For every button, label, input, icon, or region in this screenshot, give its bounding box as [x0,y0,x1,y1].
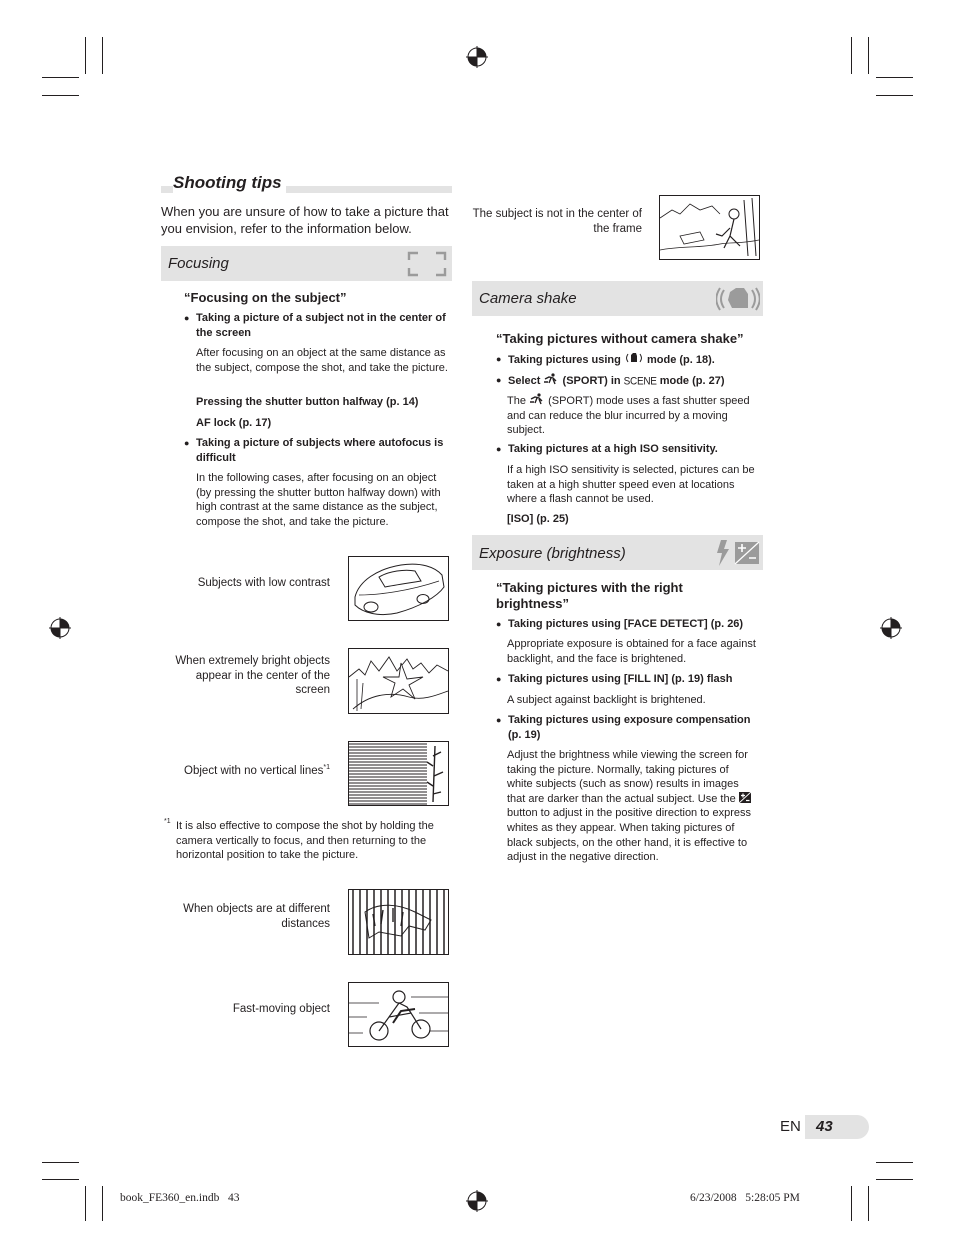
crop-mark [42,95,79,96]
crop-mark [85,37,86,74]
caption-fast-moving: Fast-moving object [232,1003,330,1015]
para-face-detect: Appropriate exposure is obtained for a face against backlight, and the face is brightened. [507,638,756,665]
section-title-focusing: Focusing [168,255,229,272]
ref-af-lock: AF lock (p. 17) [196,417,272,429]
para-fill-in: A subject against backlight is brightened. [507,694,706,706]
bullet-shake-mode [496,352,758,368]
shake-mode-icon [624,352,644,364]
caption-bright-objects: When extremely bright objects appear in the center of the screen [175,655,330,697]
footnote-ref: *1 [323,764,330,771]
crop-mark [851,1186,852,1221]
crop-mark [851,37,852,74]
page-number-tab [805,1115,869,1139]
bullet-exposure-comp: ● Taking pictures using exposure compensation (p. 19) [496,713,762,743]
page-lang: EN [780,1118,801,1135]
illustration-horizontal-lines [348,741,449,806]
sport-mode-icon [543,373,559,385]
caption-distances: When objects are at different distances [183,903,330,930]
sun-scene-icon [349,649,448,713]
crop-mark [876,77,913,78]
registration-target-icon [880,617,902,639]
section-title-exposure: Exposure (brightness) [479,545,626,562]
crop-mark [42,77,79,78]
illustration-tiger-bars [348,889,449,955]
bullet-select-sport-a: Select [508,375,541,387]
camera-shake-subheading: “Taking pictures without camera shake” [496,331,744,346]
registration-target-icon [466,46,488,68]
illustration-motorcycle [348,982,449,1047]
person-reading-icon [660,196,759,259]
para-sport-mode [507,393,759,438]
bullet-high-iso: ● Taking pictures at a high ISO sensitivity. [496,442,758,457]
illustration-person-sitting [659,195,760,260]
bullet-select-sport-b: (SPORT) in [562,375,621,387]
bullet-fill-in: ● Taking pictures using [FILL IN] (p. 19) flash [496,672,758,687]
motorcycle-icon [349,983,448,1046]
registration-target-icon [466,1190,488,1212]
sport-mode-icon [529,393,545,405]
crop-mark [102,37,103,74]
crop-mark [85,1186,86,1221]
bullet-shake-mode-b: mode (p. 18). [647,354,715,366]
caption-no-vertical-text: Object with no vertical lines [184,764,324,777]
caption-low-contrast: Subjects with low contrast [197,577,330,589]
bullet-face-detect: ● Taking pictures using [FACE DETECT] (p. 26) [496,617,758,632]
crop-mark [876,95,913,96]
footnote-text: It is also effective to compose the shot by holding the camera vertically to focus, and then returning to the horizontal position to take the picture. [176,820,434,862]
scene-mode-label: SCENE [623,375,657,388]
para-sport-mode-a: The [507,395,526,407]
horizontal-lines-icon [349,742,448,805]
af-frame-icon [407,251,447,277]
flash-exposure-icon [713,538,761,568]
crop-mark [102,1186,103,1221]
ref-iso: [ISO] (p. 25) [507,513,569,525]
bullet-select-sport [496,373,758,389]
para-exposure-comp-a: Adjust the brightness while viewing the screen for taking the picture. Normally, taking pictures of white subjects (such as snow) results in images that are darker than the actual subject. Use the [507,749,748,805]
illustration-bright [348,648,449,714]
crop-mark [876,1162,913,1163]
crop-mark [868,1186,869,1221]
para-sport-mode-b: (SPORT) mode uses a fast shutter speed and can reduce the blur incurred by a moving subject. [507,395,750,437]
illustration-car [348,556,449,621]
para-exposure-comp-b: button to adjust in the positive direction to express whites as they appear. When taking pictures of black subjects, on the other hand, it is effective to adjust in the negative direction. [507,807,751,864]
footer-date: 6/23/2008 5:28:05 PM [690,1192,800,1204]
intro-text: When you are unsure of how to take a picture that you envision, refer to the information below. [161,204,449,236]
bullet-not-center: ● Taking a picture of a subject not in the center of the screen [184,311,446,341]
registration-target-icon [49,617,71,639]
crop-mark [42,1179,79,1180]
focusing-subheading: “Focusing on the subject” [184,290,347,305]
caption-no-vertical [160,761,330,778]
exposure-subheading: “Taking pictures with the right brightness” [496,580,683,611]
crop-mark [876,1179,913,1180]
para-high-iso: If a high ISO sensitivity is selected, pictures can be taken at a high shutter speed even at locations where a flash cannot be used. [507,464,755,506]
exposure-comp-icon [739,792,751,803]
footnote-marker: *1 [164,818,171,825]
section-title-camera-shake: Camera shake [479,290,577,307]
page-title: Shooting tips [173,173,286,193]
car-icon [349,557,448,620]
camera-shake-icon [716,284,760,314]
para-exposure-comp [507,748,757,865]
bullet-select-sport-c: mode (p. 27) [659,375,725,387]
tiger-cage-icon [349,890,448,954]
bullet-shake-mode-a: Taking pictures using [508,354,621,366]
crop-mark [42,1162,79,1163]
caption-not-centered: The subject is not in the center of the frame [472,208,642,235]
page-number: 43 [816,1118,833,1135]
footer-file: book_FE360_en.indb 43 [120,1192,240,1204]
para-autofocus-difficult: In the following cases, after focusing on an object (by pressing the shutter button halfway down) with high contrast at the same distance as the subject, compose the shot, and take the picture. [196,472,441,528]
crop-mark [868,37,869,74]
para-not-center: After focusing on an object at the same distance as the subject, compose the shot, and take the picture. [196,347,448,374]
bullet-autofocus-difficult: ● Taking a picture of subjects where autofocus is difficult [184,436,446,466]
ref-shutter-halfway: Pressing the shutter button halfway (p. 14) [196,396,419,408]
